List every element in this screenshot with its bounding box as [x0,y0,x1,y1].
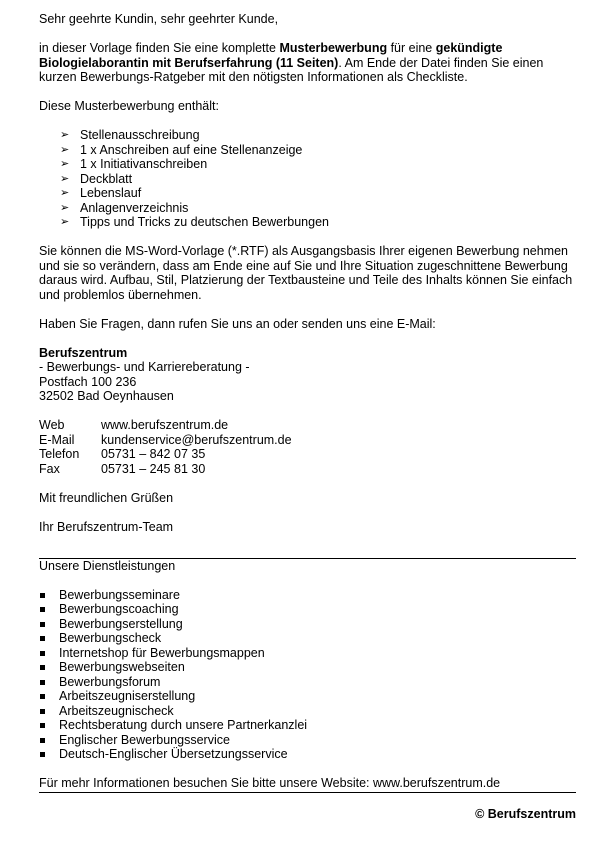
square-bullet-icon [40,651,45,656]
list-item: Deutsch-Englischer Übersetzungsservice [39,747,576,762]
list-item: ➢ Deckblatt [60,171,133,186]
arrow-bullet-icon: ➢ [60,201,70,214]
email-link[interactable]: kundenservice@berufszentrum.de [101,432,292,447]
list-item: Bewerbungscoaching [39,602,576,617]
arrow-bullet-icon: ➢ [60,158,70,170]
list-item: Arbeitszeugniserstellung [39,689,576,704]
contents-list [39,128,576,230]
company-name: Berufszentrum [39,345,128,360]
company-subtitle: - Bewerbungs- und Karriereberatung - [39,360,250,374]
arrow-bullet-icon: ➢ [60,143,70,156]
intro-text-1: in dieser Vorlage finden Sie eine komplette [39,41,280,55]
intro-paragraph [39,41,576,85]
square-bullet-icon [40,607,45,612]
square-bullet-icon [40,636,45,641]
phone-number: 05731 – 842 07 35 [101,447,206,461]
contact-table [39,418,292,476]
square-bullet-icon [40,738,45,743]
table-row: Web www.berufszentrum.de [39,418,292,433]
list-item: ➢ Tipps und Tricks zu deutschen Bewerbungen [60,215,329,229]
services-list [39,588,576,762]
list-item: Internetshop für Bewerbungsmappen [39,646,576,661]
square-bullet-icon [40,694,45,699]
usage-paragraph: Sie können die MS-Word-Vorlage (*.RTF) als Ausgangsbasis Ihrer eigenen Bewerbung nehmen und sie so verändern, dass am Ende eine auf Sie und Ihre Situation zugeschnittene Bewerbung daraus wird. Aufbau, Stil, Platzierung der Textbausteine und Teile des Inhalts können Sie einfach und problemlos übernehmen. [39,244,573,302]
list-item: Bewerbungsseminare [39,588,576,603]
square-bullet-icon [40,723,45,728]
closing: Mit freundlichen Grüßen [39,490,174,505]
table-row: Telefon 05731 – 842 07 35 [39,447,292,462]
intro-text-3: . Am Ende der Datei finden Sie einen kurzen Bewerbungs-Ratgeber mit den nötigsten Informationen als Checkliste. [39,55,544,84]
list-item: ➢ 1 x Initiativanschreiben [60,157,208,171]
arrow-bullet-icon: ➢ [60,216,70,228]
contents-heading: Diese Musterbewerbung enthält: [39,99,219,113]
list-item: ➢ Stellenausschreibung [60,128,200,142]
list-item: Bewerbungswebseiten [39,660,576,675]
list-item: ➢ 1 x Anschreiben auf eine Stellenanzeige [60,142,303,157]
intro-bold-1: Musterbewerbung [279,41,388,55]
square-bullet-icon [40,593,45,598]
services-heading: Unsere Dienstleistungen [39,558,176,573]
square-bullet-icon [40,709,45,714]
list-item: Bewerbungserstellung [39,617,576,632]
website-link[interactable]: www.berufszentrum.de [101,418,229,432]
signature: Ihr Berufszentrum-Team [39,519,174,534]
fax-number: 05731 – 245 81 30 [101,461,206,476]
salutation: Sehr geehrte Kundin, sehr geehrter Kunde, [39,12,279,26]
list-item: ➢ Lebenslauf [60,186,142,200]
address-block [39,346,576,404]
more-info-text: Für mehr Informationen besuchen Sie bitte unsere Website: www.berufszentrum.de [39,776,501,790]
list-item: Arbeitszeugnischeck [39,704,576,719]
copyright: © Berufszentrum [475,806,576,821]
list-item: Rechtsberatung durch unsere Partnerkanzlei [39,718,576,733]
square-bullet-icon [40,752,45,757]
square-bullet-icon [40,665,45,670]
table-row: E-Mail kundenservice@berufszentrum.de [39,432,292,447]
arrow-bullet-icon: ➢ [60,129,70,141]
questions-paragraph: Haben Sie Fragen, dann rufen Sie uns an oder senden uns eine E-Mail: [39,316,436,331]
list-item: Bewerbungscheck [39,631,576,646]
square-bullet-icon [40,622,45,627]
list-item: Bewerbungsforum [39,675,576,690]
arrow-bullet-icon: ➢ [60,172,70,185]
postbox: Postfach 100 236 [39,374,137,389]
square-bullet-icon [40,680,45,685]
intro-text-2: für eine [387,41,436,55]
list-item: ➢ Anlagenverzeichnis [60,200,189,215]
document-page [39,12,576,821]
table-row: Fax 05731 – 245 81 30 [39,462,292,477]
city: 32502 Bad Oeynhausen [39,389,174,403]
list-item: Englischer Bewerbungsservice [39,733,576,748]
intro-bold-2: gekündigte Biologielaborantin mit Berufserfahrung (11 Seiten) [39,41,503,70]
arrow-bullet-icon: ➢ [60,187,70,199]
